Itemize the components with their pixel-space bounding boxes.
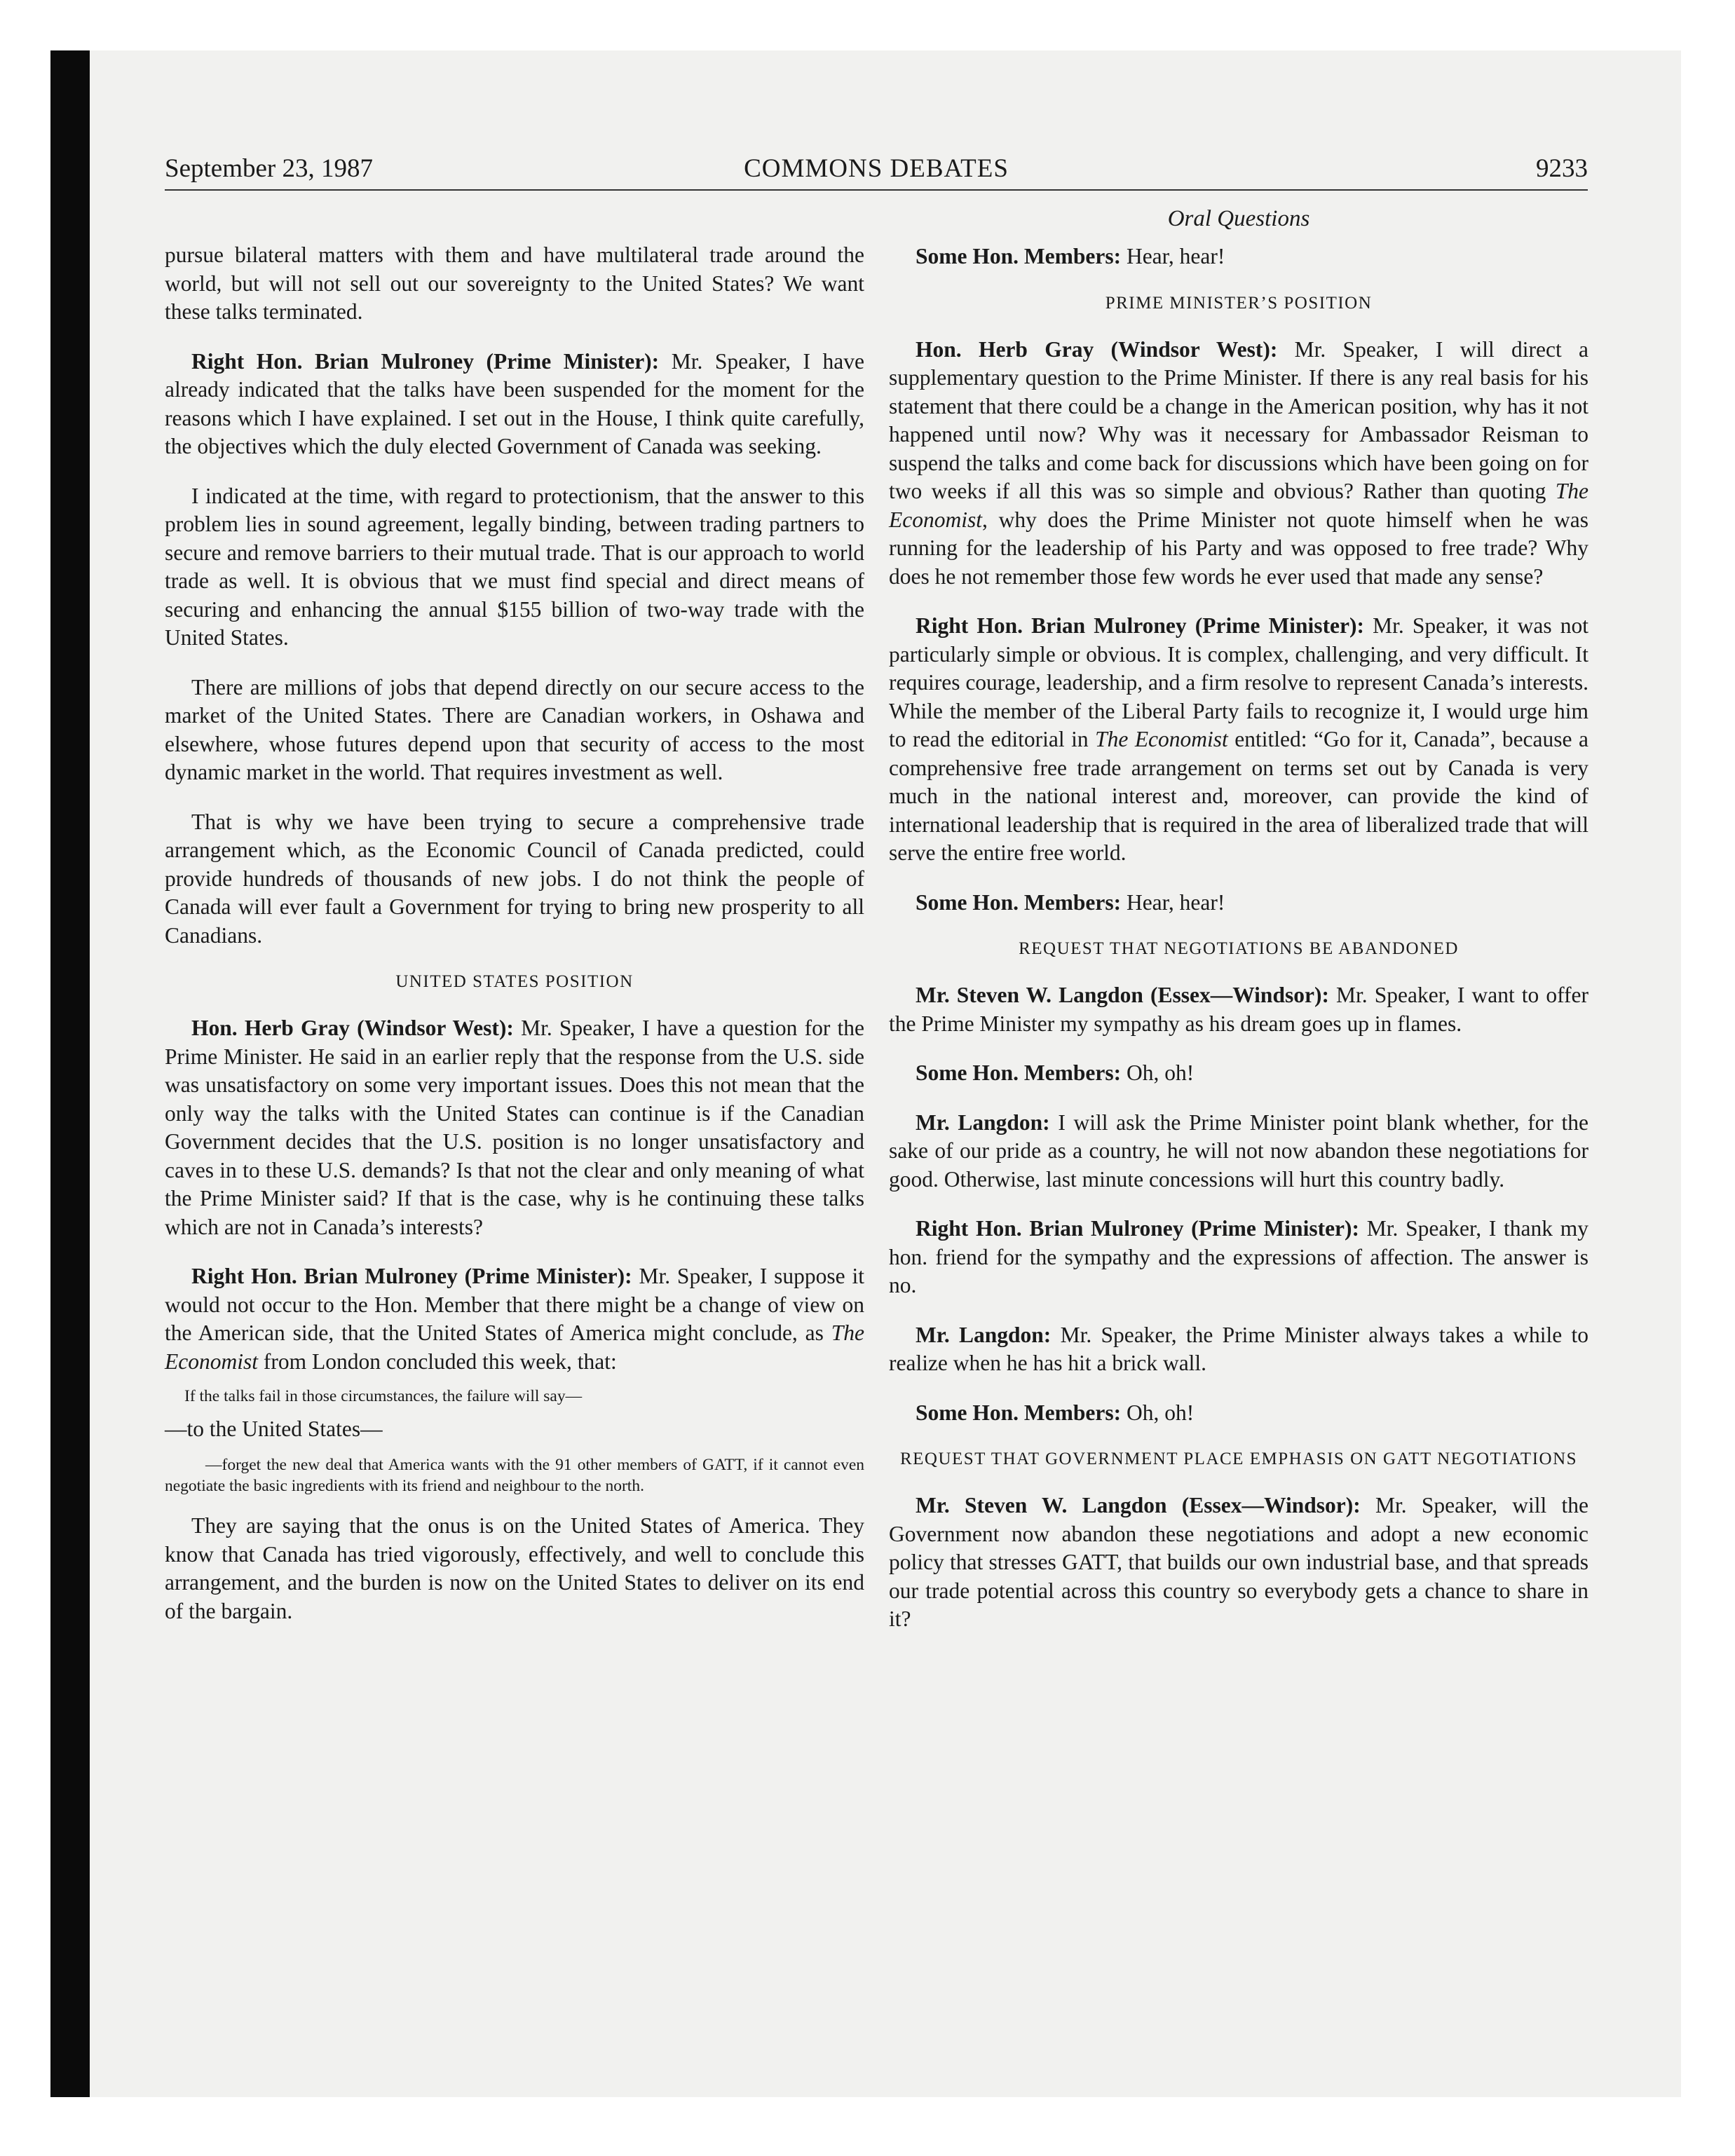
speaker-name: Some Hon. Members: xyxy=(916,1060,1122,1085)
section-heading: PRIME MINISTER’S POSITION xyxy=(1105,293,1373,313)
paragraph xyxy=(889,981,1588,1038)
paragraph xyxy=(889,1215,1588,1300)
section-heading: UNITED STATES POSITION xyxy=(395,972,634,991)
speech-text: Mr. Speaker, will the Government now abandon these negotiations and adopt a new economic policy that stresses GATT, that builds our own industrial base, and that spreads our trade potential across this country so everybody gets a chance to share in it? xyxy=(889,1493,1589,1631)
paragraph xyxy=(165,348,864,461)
speech-text: Oh, oh! xyxy=(1121,1400,1195,1425)
speech-text: , why does the Prime Minister not quote himself when he was running for the leadership of his Party and was opposed to free trade? Why does he not remember those few words he ever used that made any sense? xyxy=(889,507,1588,589)
publication-title: The Economist xyxy=(165,1321,864,1374)
speech-text: Mr. Speaker, I want to offer the Prime Minister my sympathy as his dream goes up in flames. xyxy=(889,983,1588,1036)
speaker-name: Right Hon. Brian Mulroney (Prime Minister): xyxy=(191,348,660,374)
block-quote: —forget the new deal that America wants with the 91 other members of GATT, if it cannot even negotiate the basic ingredients with its friend and neighbour to the north. xyxy=(165,1456,864,1495)
left-column xyxy=(165,241,864,1646)
speaker-name: Right Hon. Brian Mulroney (Prime Minister): xyxy=(916,613,1364,638)
speech-text: entitled: “Go for it, Canada”, because a comprehensive free trade arrangement on terms set out by Canada is very much in the national interest and, moreover, can provide the kind of international leadership that is required in the area of liberalized trade that will serve the entire free world. xyxy=(889,727,1588,865)
paragraph: That is why we have been trying to secure a comprehensive trade arrangement which, as the Economic Council of Canada predicted, could provide hundreds of thousands of new jobs. I do not think the people of Canada will ever fault a Government for trying to bring new prosperity to all Canadians. xyxy=(165,809,864,948)
speaker-name: Mr. Steven W. Langdon (Essex—Windsor): xyxy=(916,1493,1361,1517)
paragraph xyxy=(165,1262,864,1376)
header-title: COMMONS DEBATES xyxy=(744,154,1009,183)
block-quote: If the talks fail in those circumstances, the failure will say— xyxy=(184,1387,583,1405)
paragraph xyxy=(889,1109,1588,1194)
header-date: September 23, 1987 xyxy=(165,154,373,183)
paragraph: There are millions of jobs that depend directly on our secure access to the market of the United States. There are Canadian workers, in Oshawa and elsewhere, whose futures depend upon that security of access to the most dynamic market in the world. That requires investment as well. xyxy=(165,674,864,784)
paragraph: I indicated at the time, with regard to protectionism, that the answer to this problem lies in sound agreement, legally binding, between trading partners to secure and remove barriers to their mutual trade. That is our approach to world trade as well. It is obvious that we must find special and direct means of securing and enhancing the annual $155 billion of two-way trade with the United States. xyxy=(165,483,864,650)
speech-text: Oh, oh! xyxy=(1121,1060,1195,1085)
speaker-name: Mr. Langdon: xyxy=(916,1322,1052,1347)
paragraph xyxy=(889,1492,1588,1634)
speech-text: Mr. Speaker, I thank my hon. friend for the sympathy and the expressions of affection. The answer is no. xyxy=(889,1216,1588,1297)
speech-text: Mr. Speaker, I suppose it would not occur to the Hon. Member that there might be a change of view on the American side, that the United States of America might conclude, as xyxy=(165,1264,864,1345)
speech-text: Mr. Speaker, I have already indicated that the talks have been suspended for the moment for the reasons which I have explained. I set out in the House, I think quite carefully, the objectives which the duly elected Government of Canada was seeking. xyxy=(165,348,864,458)
speech-text: Mr. Speaker, it was not particularly simple or obvious. It is complex, challenging, and very difficult. It requires courage, leadership, and a firm resolve to represent Canada’s interests. While the member of the Liberal Party fails to recognize it, I would urge him to read the editorial in xyxy=(889,613,1588,751)
paragraph xyxy=(889,243,1588,271)
paragraph xyxy=(889,1321,1588,1378)
speech-text: from London concluded this week, that: xyxy=(257,1349,617,1374)
speech-text: Mr. Speaker, I have a question for the Prime Minister. He said in an earlier reply that the response from the U.S. side was unsatisfactory on some very important issues. Does this not mean that the only way the talks with the United States can continue is if the Canadian Government decides that the U.S. position is no longer unsatisfactory and caves in to these U.S. demands? Is that not the clear and only meaning of what the Prime Minister said? If that is the case, why is he continuing these talks which are not in Canada’s interests? xyxy=(165,1016,864,1239)
paragraph xyxy=(889,336,1588,592)
section-heading: REQUEST THAT GOVERNMENT PLACE EMPHASIS ON GATT NEGOTIATIONS xyxy=(899,1449,1578,1468)
page-number: 9233 xyxy=(1536,154,1588,183)
speaker-name: Hon. Herb Gray (Windsor West): xyxy=(191,1016,514,1040)
speech-text: Hear, hear! xyxy=(1121,889,1225,915)
speaker-name: Some Hon. Members: xyxy=(916,244,1122,268)
paragraph xyxy=(889,612,1588,868)
paragraph: pursue bilateral matters with them and have multilateral trade around the world, but will not sell out our sovereignty to the United States? We want these talks terminated. xyxy=(165,243,864,324)
right-column xyxy=(889,205,1588,1655)
speech-text: I will ask the Prime Minister point blank whether, for the sake of our pride as a country, he will not now abandon these negotiations for good. Otherwise, last minute concessions will hurt this country badly. xyxy=(889,1110,1588,1192)
paragraph: They are saying that the onus is on the United States of America. They know that Canada has tried vigorously, effectively, and well to conclude this arrangement, and the burden is now on the United States to deliver on its end of the bargain. xyxy=(165,1513,864,1623)
paragraph xyxy=(889,1059,1588,1088)
speech-text: Mr. Speaker, the Prime Minister always takes a while to realize when he has hit a brick wall. xyxy=(889,1322,1588,1375)
interjection: —to the United States— xyxy=(165,1417,383,1441)
paragraph xyxy=(889,889,1588,917)
speech-text: Hear, hear! xyxy=(1121,244,1225,268)
speaker-name: Some Hon. Members: xyxy=(916,889,1122,915)
speech-text: Mr. Speaker, I will direct a supplementary question to the Prime Minister. If there is any real basis for his statement that there could be a change in the American position, why has it not happened until now? Why was it necessary for Ambassador Reisman to suspend the talks and come back for discussions which have been going on for two weeks if all this was so simple and obvious? Rather than quoting xyxy=(889,336,1588,503)
speaker-name: Hon. Herb Gray (Windsor West): xyxy=(916,336,1278,362)
speaker-name: Mr. Langdon: xyxy=(916,1110,1050,1135)
publication-title: The Economist xyxy=(1095,727,1228,751)
section-heading: REQUEST THAT NEGOTIATIONS BE ABANDONED xyxy=(1019,939,1459,958)
paragraph xyxy=(889,1399,1588,1428)
speaker-name: Some Hon. Members: xyxy=(916,1400,1122,1425)
speaker-name: Right Hon. Brian Mulroney (Prime Minister): xyxy=(191,1264,632,1288)
paragraph xyxy=(165,1014,864,1241)
speaker-name: Right Hon. Brian Mulroney (Prime Minister): xyxy=(916,1216,1360,1241)
speaker-name: Mr. Steven W. Langdon (Essex—Windsor): xyxy=(916,983,1329,1007)
section-title: Oral Questions xyxy=(1167,206,1310,231)
running-header xyxy=(165,153,1588,191)
publication-title: The Economist xyxy=(889,479,1588,532)
scan-edge-bar xyxy=(50,50,90,2097)
